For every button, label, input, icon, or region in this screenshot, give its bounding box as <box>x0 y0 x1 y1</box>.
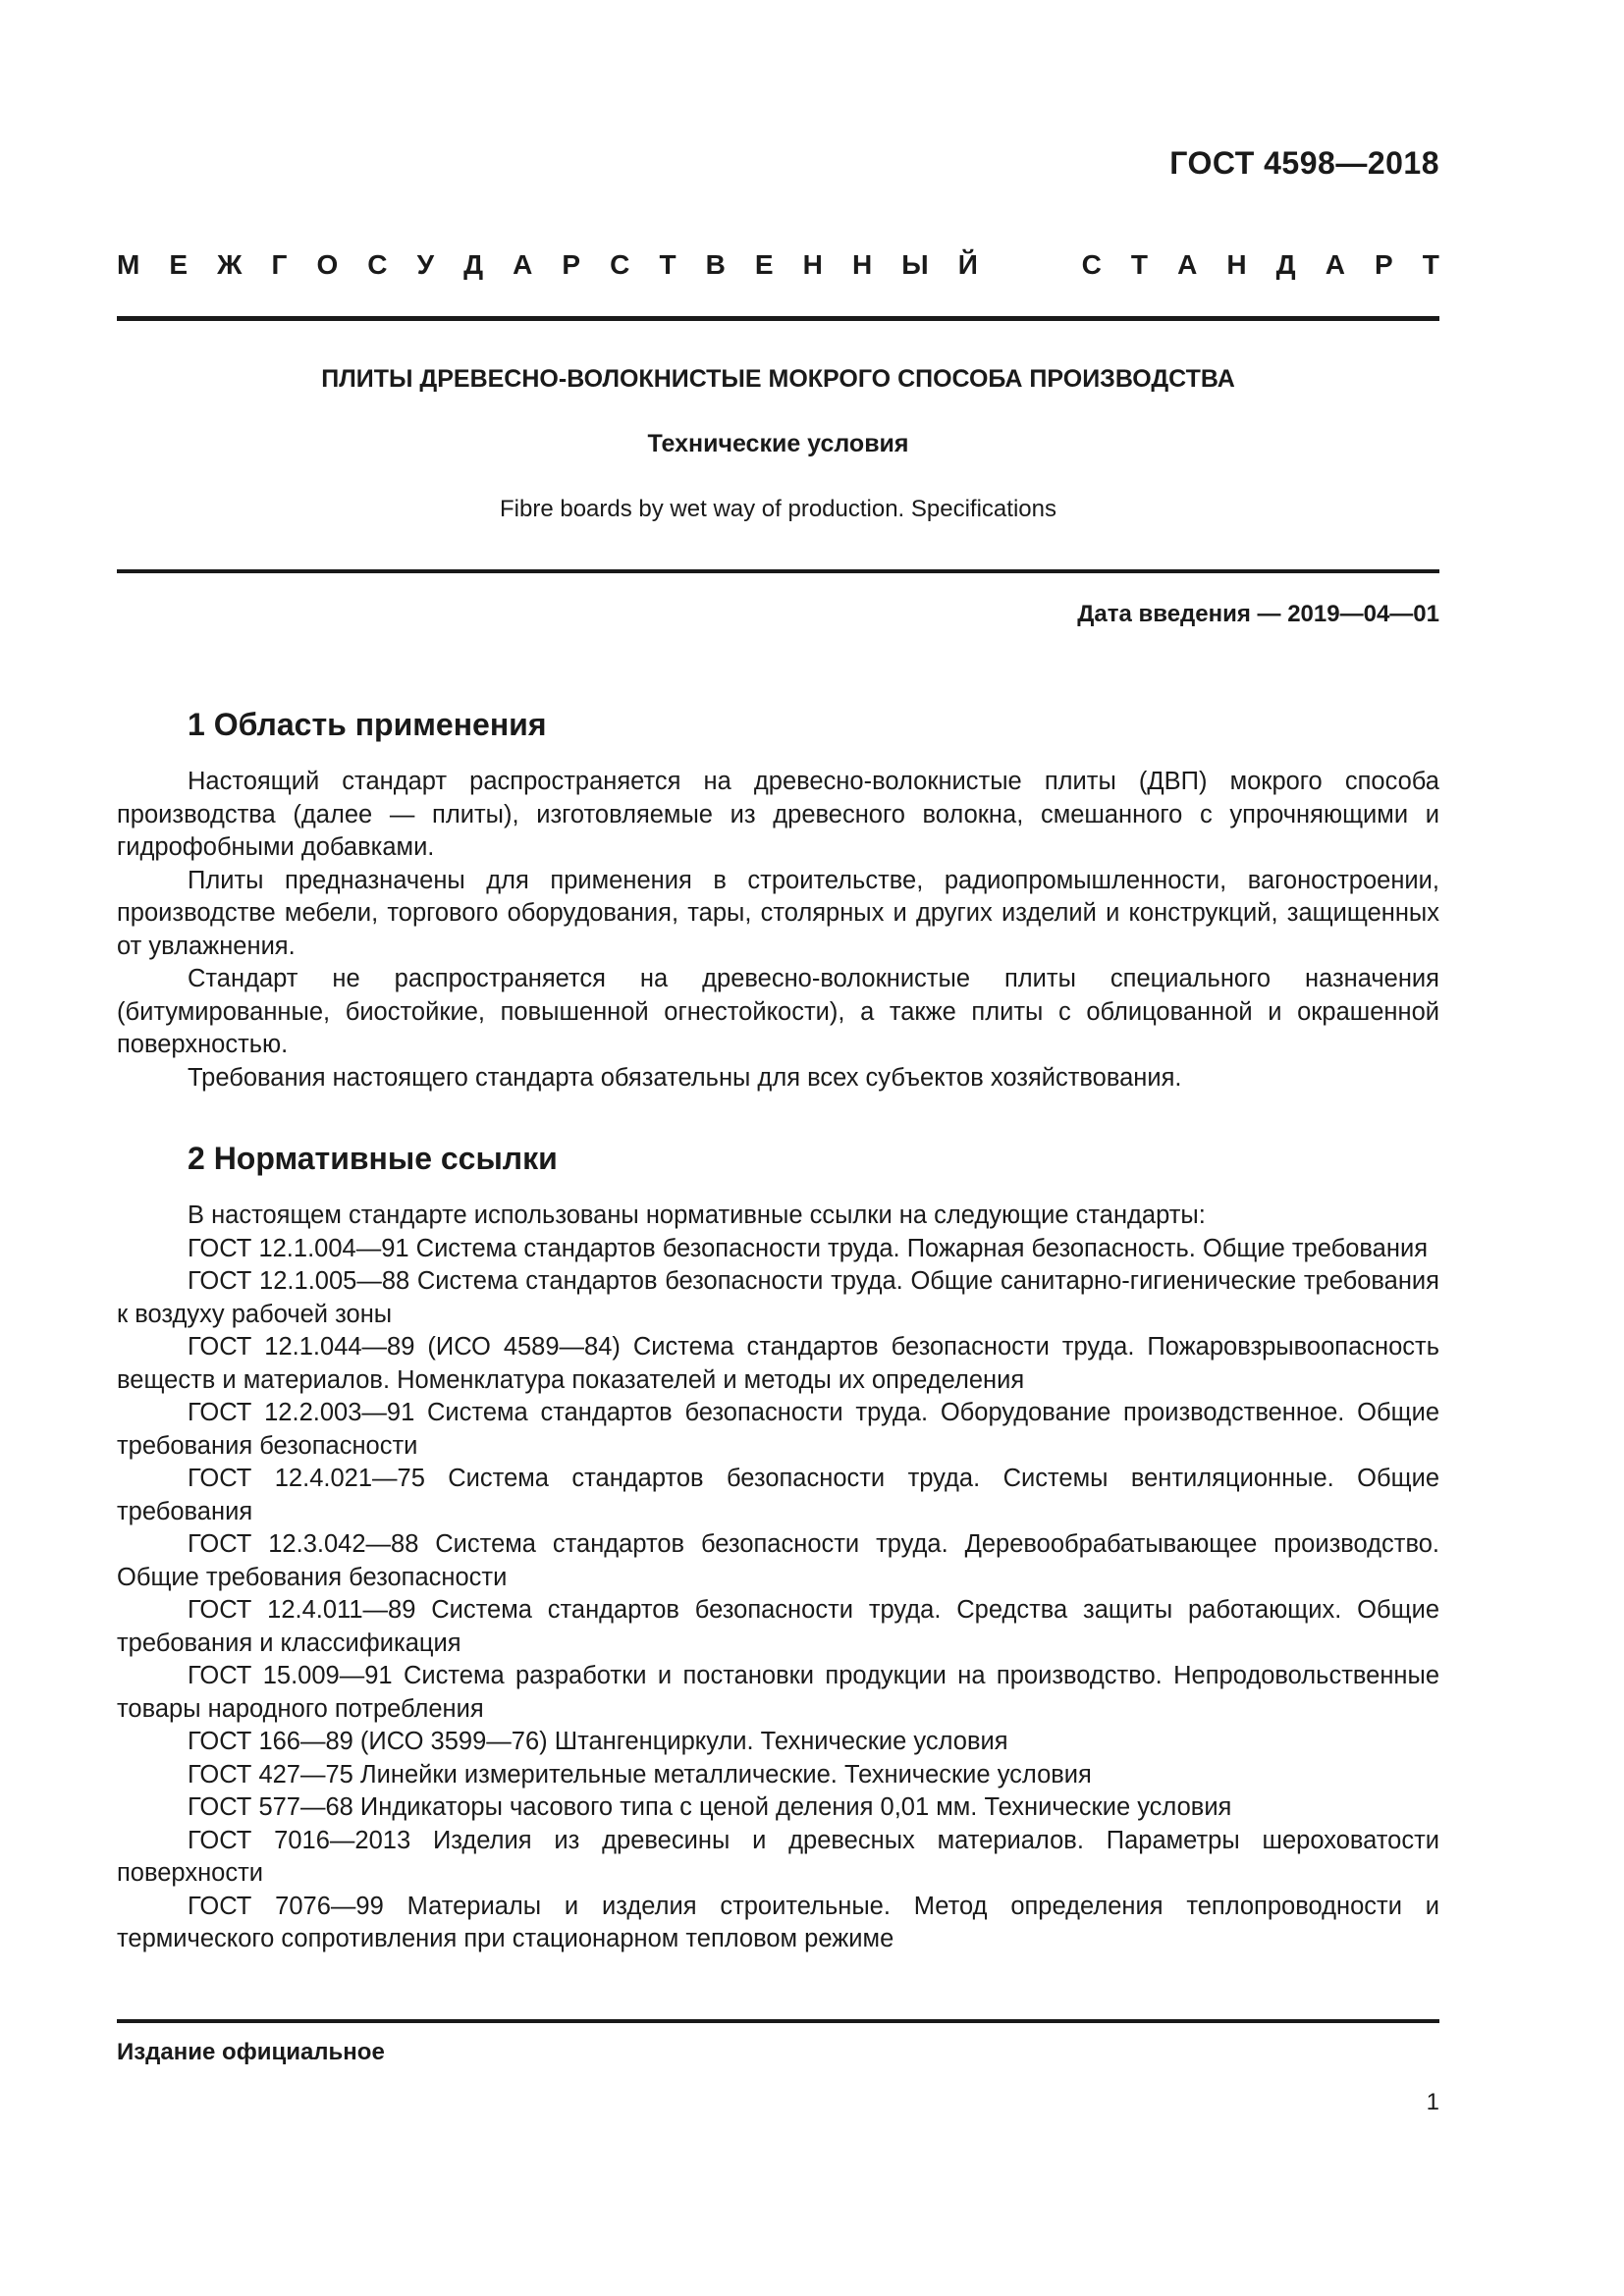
reference-item: ГОСТ 166—89 (ИСО 3599—76) Штангенциркули. Технические условия <box>188 1728 1008 1755</box>
banner-letter: Г <box>271 249 288 280</box>
banner-letter: Д <box>463 249 484 280</box>
banner-letter: Р <box>562 249 581 280</box>
banner-letter: Е <box>169 249 189 280</box>
document-subtitle: Технические условия <box>647 430 909 457</box>
banner-letter: М <box>117 249 140 280</box>
paragraph: В настоящем стандарте использованы нормативные ссылки на следующие стандарты: <box>188 1201 1206 1229</box>
banner-gap <box>1045 249 1053 281</box>
reference-item: ГОСТ 12.1.044—89 (ИСО 4589—84) Система стандартов безопасности труда. Пожаровзрывоопасность веществ и материалов. Номенклатура показателей и методы их определения <box>117 1333 1439 1394</box>
title-rule <box>117 569 1439 573</box>
paragraph: Плиты предназначены для применения в строительстве, радиопромышленности, вагоностроении, производстве мебели, торгового оборудования, тары, столярных и других изделий и конструкций, защищенных от увлажнения. <box>117 866 1439 960</box>
section-heading: 2 Нормативные ссылки <box>188 1141 558 1176</box>
reference-item: ГОСТ 12.1.004—91 Система стандартов безопасности труда. Пожарная безопасность. Общие требования <box>188 1234 1428 1262</box>
reference-item: ГОСТ 15.009—91 Система разработки и постановки продукции на производство. Непродовольственные товары народного потребления <box>117 1662 1439 1723</box>
reference-item: ГОСТ 12.4.021—75 Система стандартов безопасности труда. Системы вентиляционные. Общие требования <box>117 1465 1439 1525</box>
banner-letter: Т <box>659 249 677 280</box>
banner-letter: Ж <box>217 249 243 280</box>
banner-letter: Н <box>802 249 823 280</box>
reference-item: ГОСТ 12.3.042—88 Система стандартов безопасности труда. Деревообрабатывающее производство. Общие требования безопасности <box>117 1530 1439 1591</box>
reference-item: ГОСТ 12.2.003—91 Система стандартов безопасности труда. Оборудование производственное. Общие требования безопасности <box>117 1399 1439 1460</box>
banner-letter: В <box>705 249 726 280</box>
paragraph: Требования настоящего стандарта обязательны для всех субъектов хозяйствования. <box>188 1063 1182 1092</box>
banner-letter: Т <box>1422 249 1439 280</box>
section-heading: 1 Область применения <box>188 707 547 742</box>
banner-letter: Е <box>754 249 774 280</box>
banner-gap <box>1007 249 1015 281</box>
paragraph: Стандарт не распространяется на древесно-волокнистые плиты специального назначения (битумированные, биостойкие, повышенной огнестойкости), а также плиты с облицованной и окрашенной поверхностью. <box>117 965 1439 1058</box>
page-number: 1 <box>1426 2089 1439 2115</box>
section-normative-references <box>117 1139 1439 1956</box>
reference-item: ГОСТ 7016—2013 Изделия из древесины и древесных материалов. Параметры шероховатости поверхности <box>117 1826 1439 1887</box>
section-scope <box>117 705 1439 1095</box>
reference-item: ГОСТ 12.1.005—88 Система стандартов безопасности труда. Общие санитарно-гигиенические требования к воздуху рабочей зоны <box>117 1267 1439 1328</box>
banner-letter: Н <box>851 249 873 280</box>
banner-letter: С <box>610 249 630 280</box>
header-rule <box>117 316 1439 321</box>
document-code: ГОСТ 4598—2018 <box>1169 145 1439 181</box>
reference-item: ГОСТ 427—75 Линейки измерительные металлические. Технические условия <box>188 1760 1092 1789</box>
interstate-standard-banner <box>117 249 1439 281</box>
banner-letter: С <box>367 249 388 280</box>
paragraph: Настоящий стандарт распространяется на древесно-волокнистые плиты (ДВП) мокрого способа производства (далее — плиты), изготовляемые из древесного волокна, смешанного с упрочняющими и гидрофобными добавками. <box>117 768 1439 861</box>
reference-item: ГОСТ 7076—99 Материалы и изделия строительные. Метод определения теплопроводности и термического сопротивления при стационарном тепловом режиме <box>117 1892 1439 1952</box>
banner-letter: О <box>316 249 339 280</box>
banner-letter: А <box>513 249 533 280</box>
banner-letter: Т <box>1130 249 1149 280</box>
english-title: Fibre boards by wet way of production. Specifications <box>500 496 1056 522</box>
footer-rule <box>117 2019 1439 2023</box>
banner-letter: У <box>416 249 435 280</box>
reference-item: ГОСТ 577—68 Индикаторы часового типа с ценой деления 0,01 мм. Технические условия <box>188 1793 1232 1821</box>
banner-letter: Ы <box>901 249 929 280</box>
banner-letter: Н <box>1226 249 1247 280</box>
official-edition-label: Издание официальное <box>117 2039 385 2065</box>
banner-letter: С <box>1081 249 1102 280</box>
reference-item: ГОСТ 12.4.011—89 Система стандартов безопасности труда. Средства защиты работающих. Общие требования и классификация <box>117 1596 1439 1657</box>
banner-letter: А <box>1177 249 1198 280</box>
introduction-date: Дата введения — 2019—04—01 <box>1077 601 1439 627</box>
banner-letter: Р <box>1374 249 1393 280</box>
document-title: ПЛИТЫ ДРЕВЕСНО-ВОЛОКНИСТЫЕ МОКРОГО СПОСОБА ПРОИЗВОДСТВА <box>321 365 1235 393</box>
banner-letter: А <box>1325 249 1345 280</box>
banner-letter: Й <box>957 249 978 280</box>
banner-letter: Д <box>1275 249 1296 280</box>
document-page <box>117 0 1439 2296</box>
